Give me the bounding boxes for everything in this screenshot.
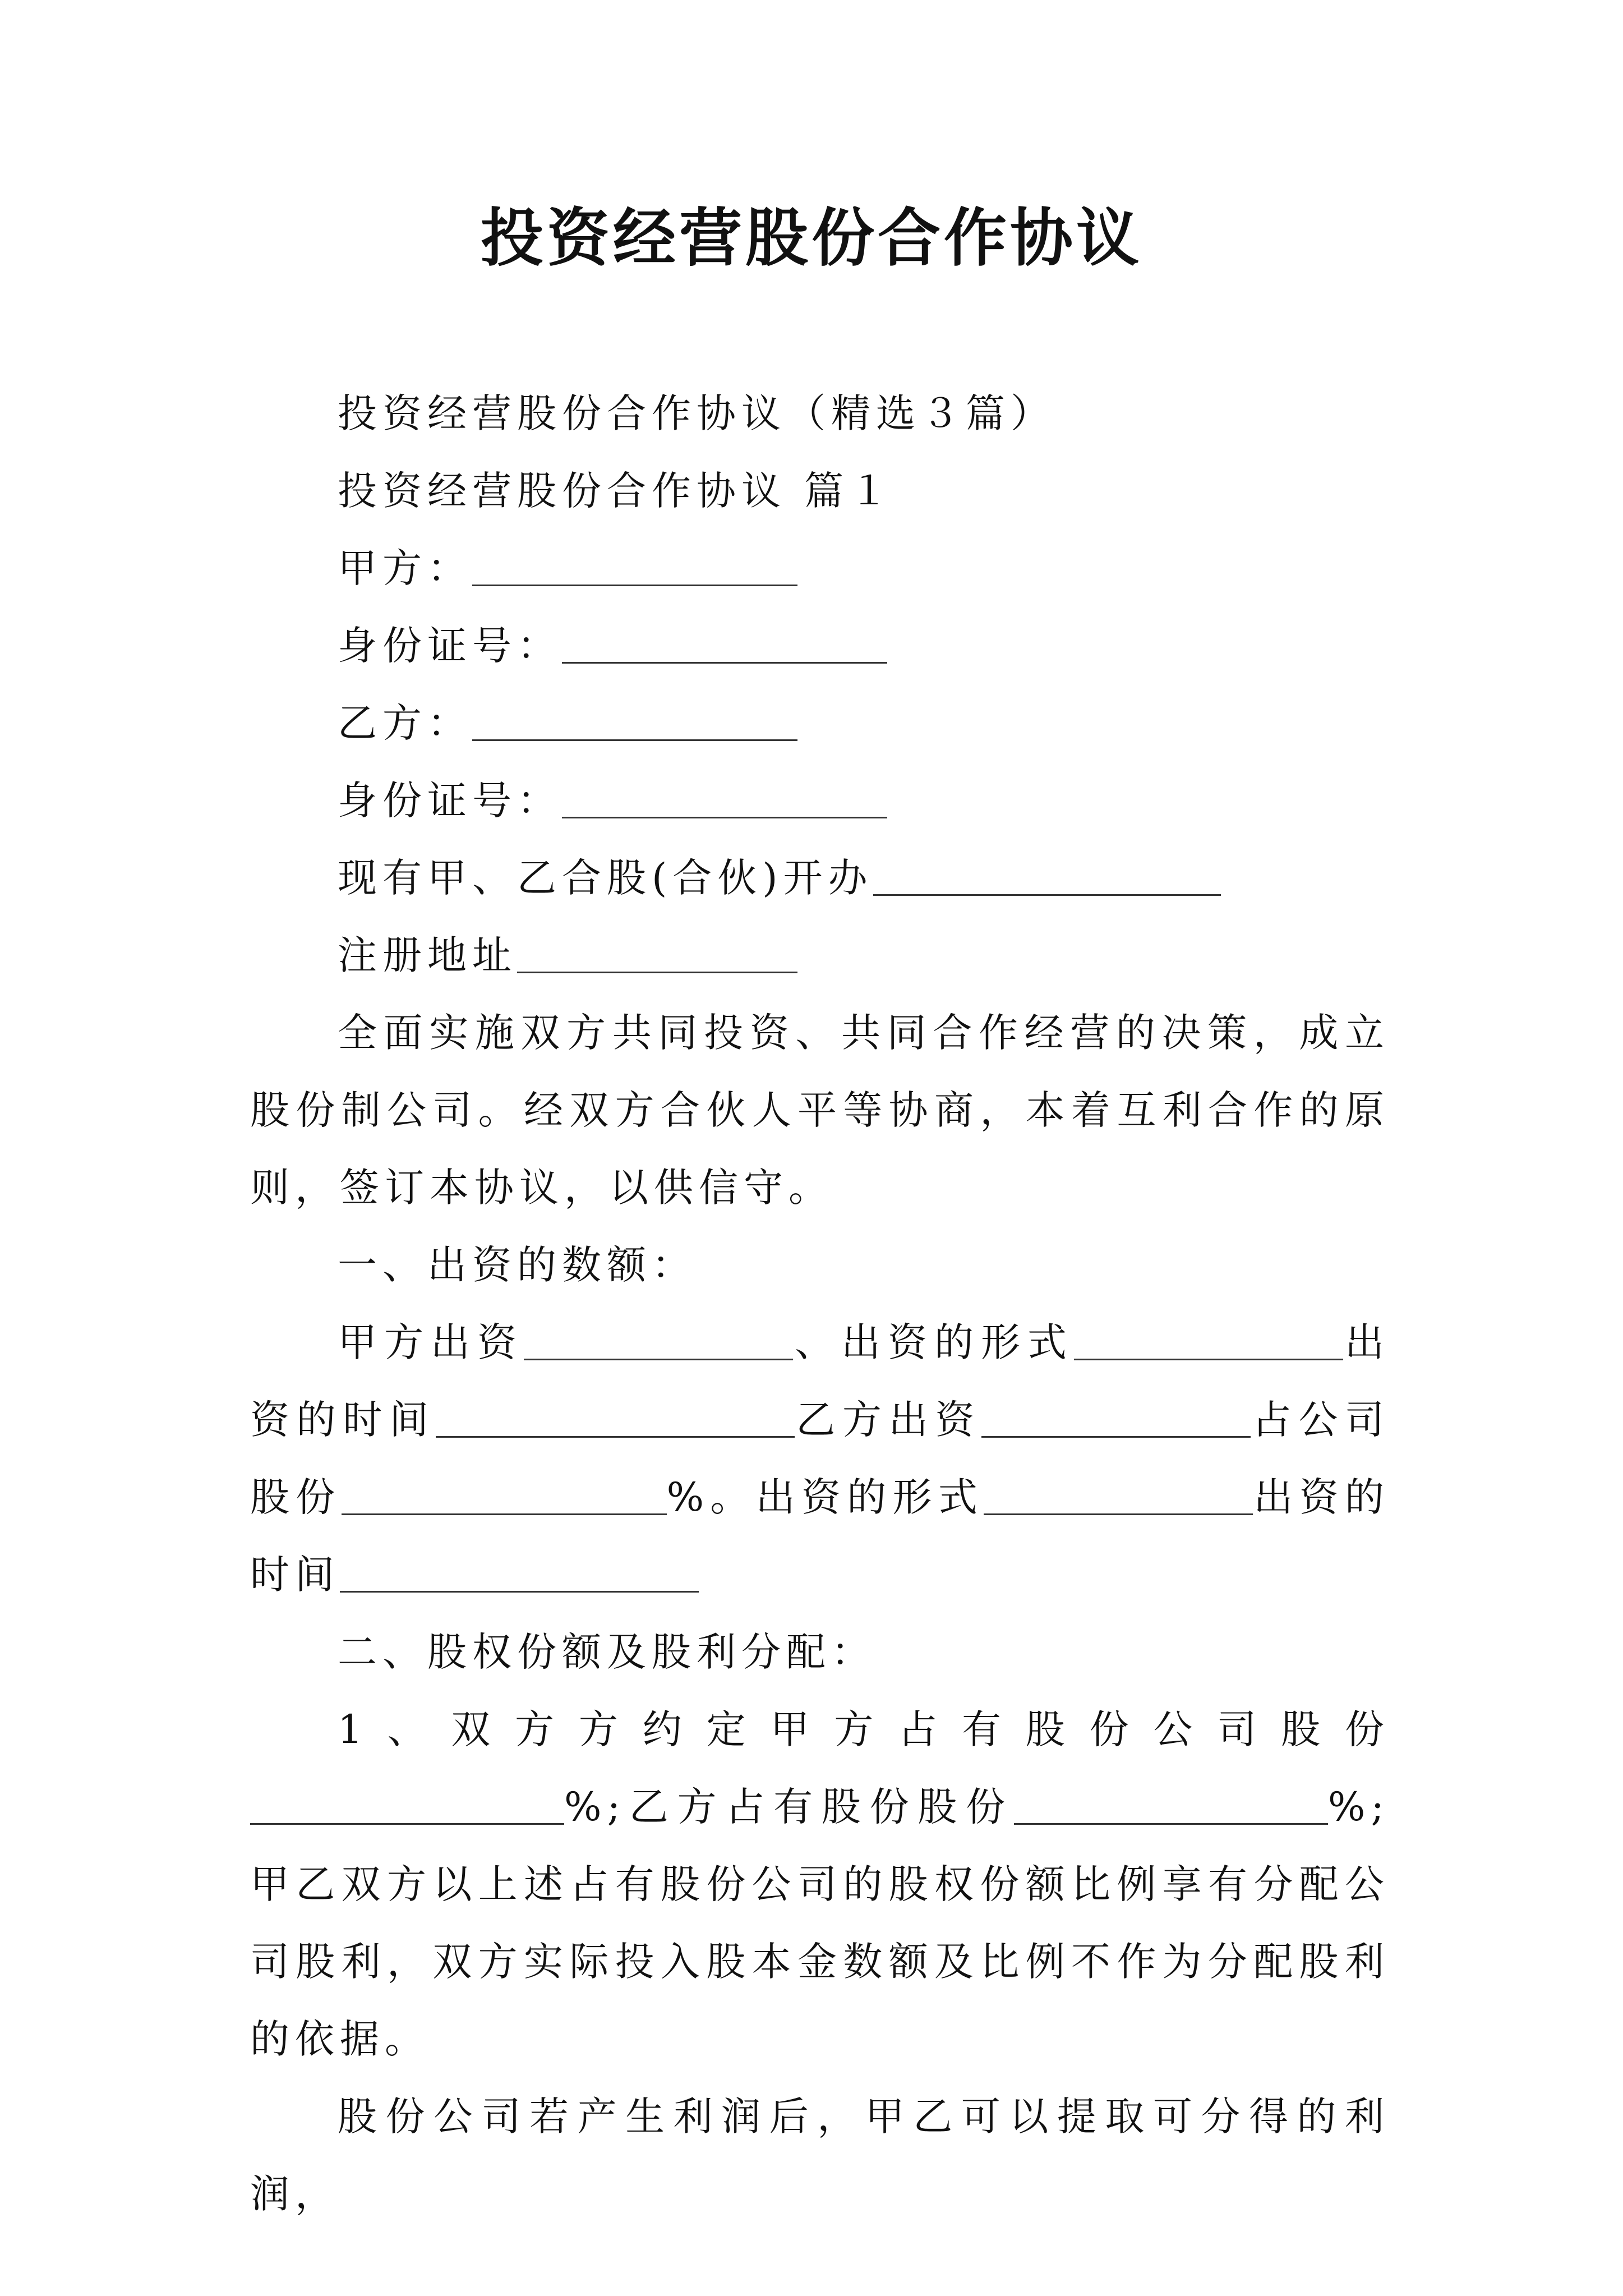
party-a-line: [250, 530, 1390, 607]
party-b-line: [250, 684, 1390, 762]
joint-open-label: 现有甲、乙合股(合伙)开办: [338, 855, 873, 901]
sec1-t2: 、出资的形式: [793, 1319, 1074, 1365]
reg-address-line: [250, 917, 1390, 994]
sec2-p1-c: %;甲乙双方以上述占有股份公司的股权份额比例享有分配公司股利，双方实际投入股本金数额及比例不作为分配股利的依据。: [250, 1784, 1390, 2062]
blank-form-b: [984, 1474, 1253, 1515]
subtitle: 投资经营股份合作协议（精选３篇）: [338, 390, 1055, 436]
sec2-paragraph-1: [250, 1691, 1390, 2078]
joint-open-line: [250, 839, 1390, 917]
sec1-t6: %。出资的形式: [666, 1474, 984, 1520]
section-heading: 投资经营股份合作协议 篇１: [338, 468, 895, 514]
blank-amount-a: [524, 1319, 793, 1360]
blank-share-b-pct: [1014, 1784, 1328, 1825]
id-a-blank: [562, 623, 887, 664]
blank-form-a: [1074, 1319, 1343, 1360]
party-b-blank: [472, 700, 797, 741]
sec2-heading: 二、股权份额及股利分配：: [338, 1629, 876, 1675]
sec2-paragraph-2: 股份公司若产生利润后，甲乙可以提取可分得的利润，: [250, 2093, 1390, 2217]
intro-paragraph: 全面实施双方共同投资、共同合作经营的决策，成立股份制公司。经双方合伙人平等协商，本着互利合作的原则，签订本协议，以供信守。: [250, 1010, 1390, 1211]
party-a-label: 甲方：: [338, 545, 472, 591]
sec1-heading: 一、出资的数额：: [338, 1242, 697, 1288]
id-b-label: 身份证号：: [338, 777, 562, 823]
blank-amount-b: [981, 1397, 1251, 1438]
sec1-t1: 甲方出资: [338, 1319, 524, 1365]
document-body: [250, 375, 1390, 2233]
reg-address-label: 注册地址: [338, 932, 517, 978]
sec2-p1-b: %;乙方占有股份股份: [564, 1784, 1014, 1830]
page-title: 投资经营股份合作协议: [481, 202, 1142, 275]
blank-share-b: [342, 1474, 667, 1515]
sec2-p1-a: 1、双方方约定甲方占有股份公司股份: [338, 1706, 1390, 1752]
party-a-blank: [472, 545, 797, 586]
id-b-line: [250, 762, 1390, 839]
joint-open-blank: [873, 855, 1221, 896]
sec1-t5: 占公司股份: [250, 1397, 1390, 1520]
blank-time-a: [436, 1397, 795, 1438]
id-b-blank: [562, 777, 887, 818]
party-b-label: 乙方：: [338, 700, 472, 746]
reg-address-blank: [517, 932, 797, 973]
blank-share-a-pct: [250, 1784, 564, 1825]
sec1-t7: 出资的时间: [250, 1474, 1390, 1598]
blank-time-b: [340, 1552, 699, 1593]
sec1-paragraph: [250, 1304, 1390, 1613]
id-a-line: [250, 607, 1390, 684]
sec1-t3: 出资的时间: [250, 1319, 1390, 1443]
id-a-label: 身份证号：: [338, 623, 562, 669]
sec1-t4: 乙方出资: [794, 1397, 982, 1443]
